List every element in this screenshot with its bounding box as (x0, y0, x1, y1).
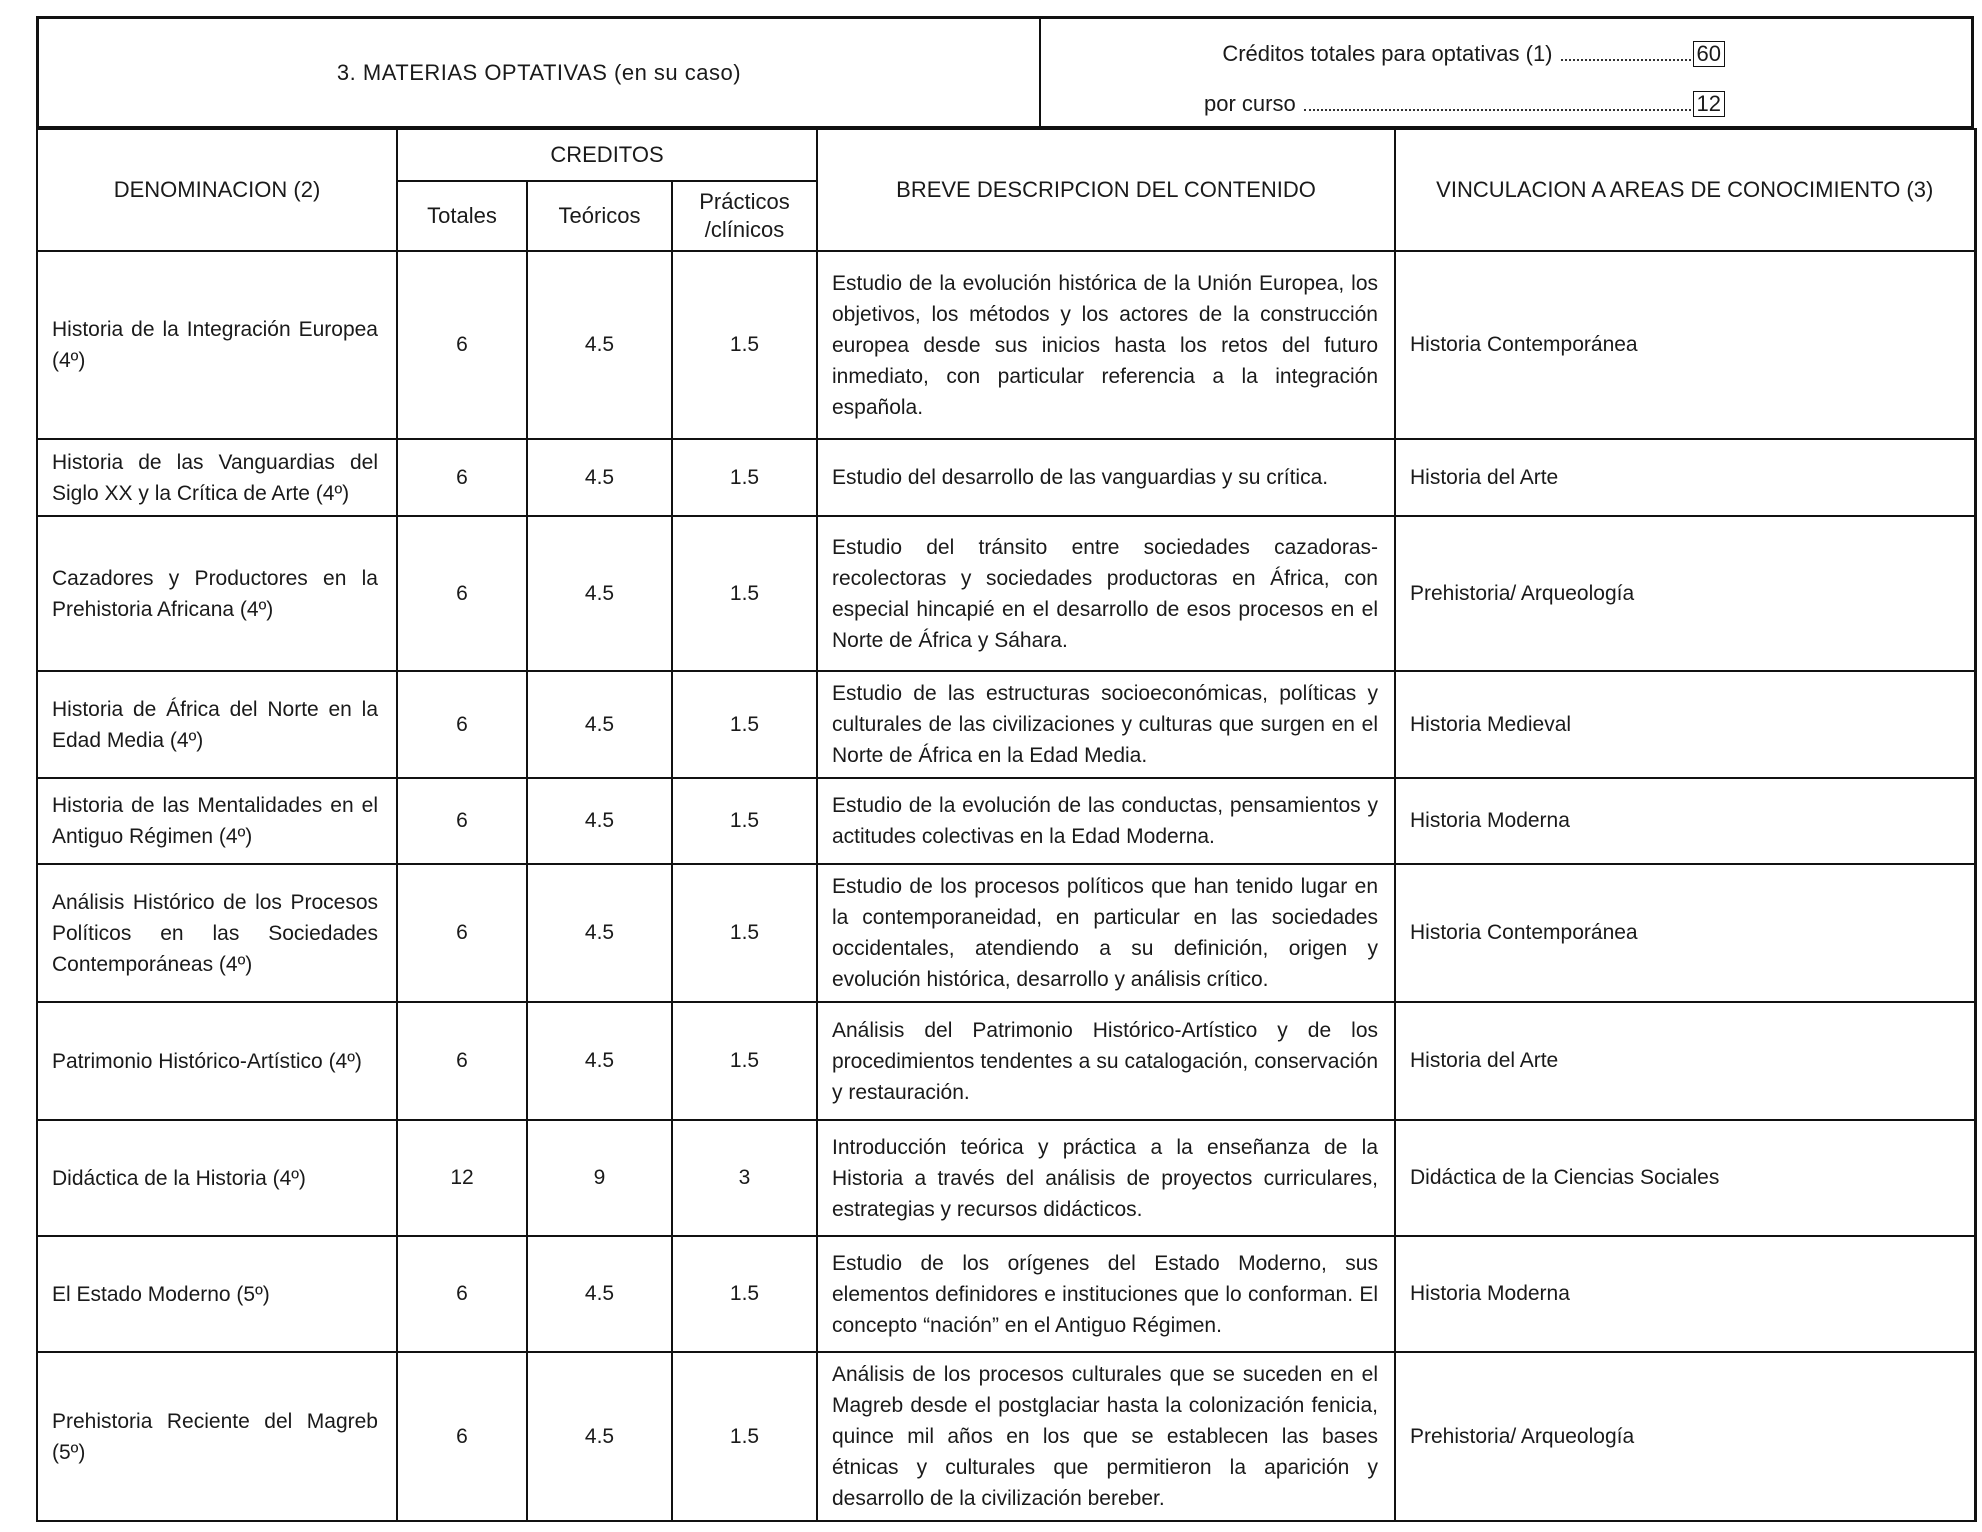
credits-totales: 6 (397, 778, 527, 864)
knowledge-area: Historia Contemporánea (1395, 251, 1975, 439)
credits-totales: 6 (397, 516, 527, 671)
credits-totales: 6 (397, 1352, 527, 1521)
table-row (37, 864, 1975, 1002)
credits-totales: 12 (397, 1120, 527, 1236)
dotted-leader (1561, 59, 1691, 61)
credits-practicos: 1.5 (672, 439, 817, 516)
credits-teoricos: 4.5 (527, 251, 672, 439)
subject-description: Estudio del tránsito entre sociedades cazadoras-recolectoras y sociedades productoras en África, con especial hincapié en el desarrollo de esos procesos en el Norte de África y Sáhara. (817, 516, 1395, 671)
subject-name: Historia de África del Norte en la Edad Media (4º) (37, 671, 397, 778)
subject-name: Historia de las Vanguardias del Siglo XX y la Crítica de Arte (4º) (37, 439, 397, 516)
table-row (37, 516, 1975, 671)
subject-name: Prehistoria Reciente del Magreb (5º) (37, 1352, 397, 1521)
table-row (37, 251, 1975, 439)
column-header-descripcion: BREVE DESCRIPCION DEL CONTENIDO (817, 129, 1395, 251)
subject-name: El Estado Moderno (5º) (37, 1236, 397, 1352)
credits-practicos: 1.5 (672, 1352, 817, 1521)
credits-teoricos: 4.5 (527, 439, 672, 516)
credits-teoricos: 4.5 (527, 778, 672, 864)
credits-practicos: 3 (672, 1120, 817, 1236)
column-header-denominacion: DENOMINACION (2) (37, 129, 397, 251)
credits-teoricos: 4.5 (527, 1236, 672, 1352)
credits-teoricos: 9 (527, 1120, 672, 1236)
subjects-table (36, 128, 1977, 1522)
subject-description: Análisis de los procesos culturales que se suceden en el Magreb desde el postglaciar hasta la colonización fenicia, quince mil años en los que se establecen las bases étnicas y culturales que permitieron la aparición y desarrollo de la civilización bereber. (817, 1352, 1395, 1521)
table-row (37, 1236, 1975, 1352)
per-course-value: 12 (1693, 91, 1725, 117)
subject-description: Análisis del Patrimonio Histórico-Artístico y de los procedimientos tendentes a su catalogación, conservación y restauración. (817, 1002, 1395, 1120)
subject-name: Didáctica de la Historia (4º) (37, 1120, 397, 1236)
knowledge-area: Historia Contemporánea (1395, 864, 1975, 1002)
credits-totales: 6 (397, 864, 527, 1002)
table-row (37, 1120, 1975, 1236)
credits-totales: 6 (397, 1236, 527, 1352)
table-row (37, 1352, 1975, 1521)
subject-description: Estudio de los orígenes del Estado Moderno, sus elementos definidores e instituciones que lo conforman. El concepto “nación” en el Antiguo Régimen. (817, 1236, 1395, 1352)
credits-summary (1041, 19, 1971, 126)
knowledge-area: Historia del Arte (1395, 1002, 1975, 1120)
credits-practicos: 1.5 (672, 778, 817, 864)
per-course-label: por curso (1204, 91, 1296, 116)
knowledge-area: Prehistoria/ Arqueología (1395, 516, 1975, 671)
total-credits-line (1222, 41, 1725, 67)
credits-practicos: 1.5 (672, 1002, 817, 1120)
subject-description: Estudio de las estructuras socioeconómicas, políticas y culturales de las civilizaciones y culturas que surgen en el Norte de África en la Edad Media. (817, 671, 1395, 778)
knowledge-area: Historia del Arte (1395, 439, 1975, 516)
knowledge-area: Prehistoria/ Arqueología (1395, 1352, 1975, 1521)
subject-name: Cazadores y Productores en la Prehistoria Africana (4º) (37, 516, 397, 671)
column-header-teoricos: Teóricos (527, 181, 672, 251)
credits-practicos: 1.5 (672, 516, 817, 671)
knowledge-area: Historia Moderna (1395, 1236, 1975, 1352)
credits-practicos: 1.5 (672, 864, 817, 1002)
credits-totales: 6 (397, 671, 527, 778)
subject-name: Patrimonio Histórico-Artístico (4º) (37, 1002, 397, 1120)
column-header-practicos: Prácticos /clínicos (672, 181, 817, 251)
section-title: 3. MATERIAS OPTATIVAS (en su caso) (39, 19, 1041, 126)
column-header-vinculacion: VINCULACION A AREAS DE CONOCIMIENTO (3) (1395, 129, 1975, 251)
knowledge-area: Historia Moderna (1395, 778, 1975, 864)
credits-teoricos: 4.5 (527, 1002, 672, 1120)
table-row (37, 671, 1975, 778)
per-course-line (1204, 91, 1725, 117)
subject-description: Introducción teórica y práctica a la enseñanza de la Historia a través del análisis de proyectos curriculares, estrategias y recursos didácticos. (817, 1120, 1395, 1236)
optional-subjects-sheet (36, 16, 1974, 1522)
credits-teoricos: 4.5 (527, 1352, 672, 1521)
credits-totales: 6 (397, 251, 527, 439)
credits-teoricos: 4.5 (527, 671, 672, 778)
total-credits-value: 60 (1693, 41, 1725, 67)
column-header-totales: Totales (397, 181, 527, 251)
subject-description: Estudio de la evolución de las conductas, pensamientos y actitudes colectivas en la Edad Moderna. (817, 778, 1395, 864)
subject-description: Estudio de los procesos políticos que han tenido lugar en la contemporaneidad, en particular en las sociedades occidentales, atendiendo a su definición, origen y evolución histórica, desarrollo y análisis crítico. (817, 864, 1395, 1002)
credits-totales: 6 (397, 1002, 527, 1120)
subject-name: Historia de la Integración Europea (4º) (37, 251, 397, 439)
table-row (37, 439, 1975, 516)
dotted-leader (1304, 109, 1691, 111)
knowledge-area: Historia Medieval (1395, 671, 1975, 778)
subject-description: Estudio del desarrollo de las vanguardias y su crítica. (817, 439, 1395, 516)
credits-practicos: 1.5 (672, 1236, 817, 1352)
total-credits-label: Créditos totales para optativas (1) (1222, 41, 1553, 66)
credits-teoricos: 4.5 (527, 516, 672, 671)
knowledge-area: Didáctica de la Ciencias Sociales (1395, 1120, 1975, 1236)
subject-description: Estudio de la evolución histórica de la Unión Europea, los objetivos, los métodos y los actores de la construcción europea desde sus inicios hasta los retos del futuro inmediato, con particular referencia a la integración española. (817, 251, 1395, 439)
subject-name: Análisis Histórico de los Procesos Políticos en las Sociedades Contemporáneas (4º) (37, 864, 397, 1002)
section-header (36, 16, 1974, 128)
subject-name: Historia de las Mentalidades en el Antiguo Régimen (4º) (37, 778, 397, 864)
table-row (37, 778, 1975, 864)
credits-practicos: 1.5 (672, 251, 817, 439)
column-header-creditos: CREDITOS (397, 129, 817, 181)
table-row (37, 1002, 1975, 1120)
credits-totales: 6 (397, 439, 527, 516)
credits-practicos: 1.5 (672, 671, 817, 778)
credits-teoricos: 4.5 (527, 864, 672, 1002)
